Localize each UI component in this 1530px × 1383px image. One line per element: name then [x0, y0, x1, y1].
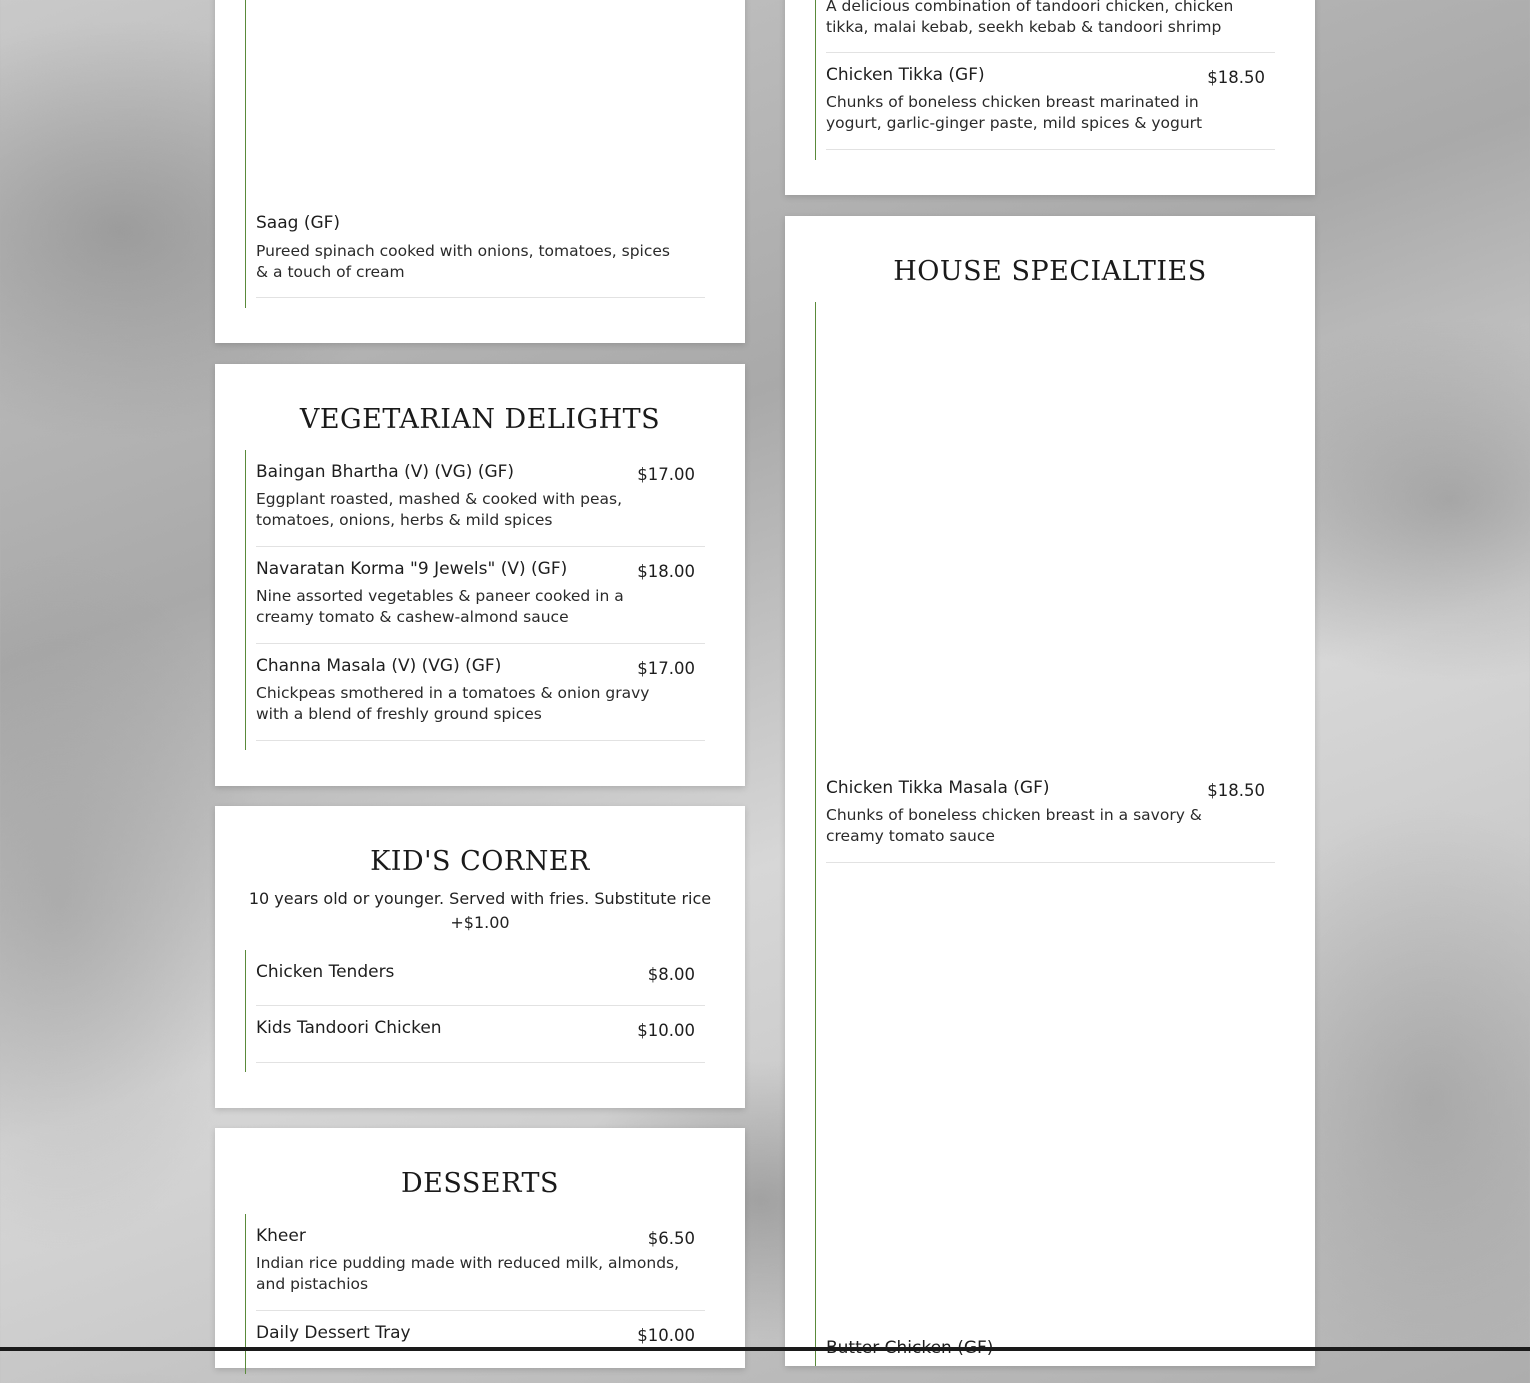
menu-item-price: $8.00 [647, 965, 695, 984]
menu-item [256, 1018, 705, 1063]
menu-section-card-vegetarian [215, 364, 745, 786]
menu-item [826, 1338, 1275, 1378]
menu-item-name: Baingan Bhartha (V) (VG) (GF) [256, 462, 515, 482]
menu-item [256, 1226, 705, 1311]
menu-item-price: $10.00 [637, 1021, 695, 1040]
menu-item [256, 1323, 705, 1383]
section-title: KID'S CORNER [370, 846, 590, 877]
menu-item-name: Navaratan Korma "9 Jewels" (V) (GF) [256, 559, 568, 579]
menu-item-price: $17.00 [637, 659, 695, 678]
menu-item-price: $17.00 [637, 465, 695, 484]
menu-item [256, 656, 705, 741]
menu-item-description: Chickpeas smothered in a tomatoes & onion gravy with a blend of freshly ground spices [256, 684, 650, 723]
section-title: VEGETARIAN DELIGHTS [299, 404, 661, 435]
menu-item-name: Chicken Tikka (GF) [826, 65, 985, 85]
menu-item [256, 462, 705, 547]
menu-item-description: Eggplant roasted, mashed & cooked with peas, tomatoes, onions, herbs & mild spices [256, 490, 623, 529]
menu-item-price: $6.50 [647, 1229, 695, 1248]
menu-section-card-desserts [215, 1128, 745, 1368]
menu-item-description: A delicious combination of tandoori chicken, chicken tikka, malai kebab, seekh kebab & tandoori shrimp [826, 0, 1234, 36]
menu-item-name: Chicken Tenders [256, 962, 395, 982]
section-accent-bar [815, 0, 816, 160]
menu-item-price: $10.00 [637, 1326, 695, 1345]
section-note: 10 years old or younger. Served with fries. Substitute rice +$1.00 [248, 889, 712, 932]
section-accent-bar [245, 950, 246, 1072]
menu-item-description: Chunks of boneless chicken breast in a savory & creamy tomato sauce [826, 806, 1202, 845]
menu-item-price: $18.50 [1207, 68, 1265, 87]
menu-item [826, 0, 1275, 53]
menu-item-price: $18.00 [637, 562, 695, 581]
section-accent-bar [245, 450, 246, 750]
menu-section-card-curries [215, 0, 745, 343]
menu-item-description: Pureed spinach cooked with onions, tomatoes, spices & a touch of cream [256, 242, 670, 281]
menu-section-card-tandoori [785, 0, 1315, 195]
menu-item [256, 559, 705, 644]
menu-item [826, 778, 1275, 863]
menu-item-description: Nine assorted vegetables & paneer cooked in a creamy tomato & cashew-almond sauce [256, 587, 624, 626]
menu-item-name: Saag (GF) [256, 213, 341, 233]
menu-item [256, 213, 705, 298]
section-title: DESSERTS [401, 1168, 559, 1199]
section-accent-bar [815, 302, 816, 1366]
menu-item-name: Kheer [256, 1226, 306, 1246]
menu-item [826, 65, 1275, 150]
menu-item-description: Indian rice pudding made with reduced milk, almonds, and pistachios [256, 1254, 680, 1293]
section-title: HOUSE SPECIALTIES [893, 256, 1207, 287]
menu-item-description: Chunks of boneless chicken breast marinated in yogurt, garlic-ginger paste, mild spices & yogurt [826, 93, 1203, 132]
menu-item [256, 962, 705, 1006]
menu-item-name: Daily Dessert Tray [256, 1323, 411, 1343]
menu-item-name: Channa Masala (V) (VG) (GF) [256, 656, 502, 676]
menu-item-price: $18.50 [1207, 781, 1265, 800]
menu-section-card-kids [215, 806, 745, 1108]
menu-section-card-house-specialties [785, 216, 1315, 1366]
section-accent-bar [245, 0, 246, 308]
menu-item-name: Kids Tandoori Chicken [256, 1018, 442, 1038]
viewport-bottom-edge [0, 1347, 1530, 1351]
menu-item-name: Chicken Tikka Masala (GF) [826, 778, 1050, 798]
